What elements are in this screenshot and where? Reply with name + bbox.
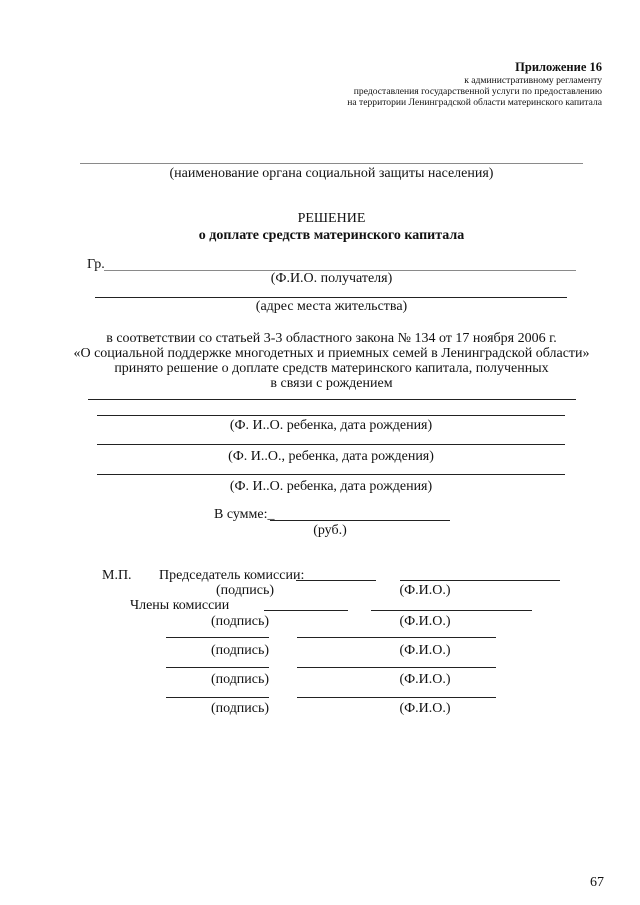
member-4-signature-caption: (подпись) — [210, 701, 270, 716]
body-text-line-1: в соответствии со статьей 3-3 областного закона № 134 от 17 ноября 2006 г. — [106, 331, 557, 346]
member-1-signature-line — [264, 610, 348, 611]
chairman-signature-line — [296, 580, 376, 581]
recipient-name-caption: (Ф.И.О. получателя) — [270, 271, 393, 286]
chairman-label: Председатель комиссии: — [159, 568, 305, 583]
member-3-signature-caption: (подпись) — [210, 672, 270, 687]
child-caption-2: (Ф. И..О., ребенка, дата рождения) — [228, 449, 434, 464]
child-caption-1: (Ф. И..О. ребенка, дата рождения) — [229, 418, 433, 433]
page-number: 67 — [590, 875, 604, 890]
member-3-name-caption: (Ф.И.О.) — [399, 672, 451, 687]
member-1-signature-caption: (подпись) — [210, 614, 270, 629]
header-line-3: на территории Ленинградской области материнского капитала — [347, 97, 602, 108]
member-4-name-line — [297, 697, 496, 698]
member-2-name-caption: (Ф.И.О.) — [399, 643, 451, 658]
body-text-line-4: в связи с рождением — [270, 376, 393, 391]
authority-line — [80, 163, 583, 164]
member-2-signature-caption: (подпись) — [210, 643, 270, 658]
document-subtitle: о доплате средств материнского капитала — [198, 228, 465, 243]
chairman-name-caption: (Ф.И.О.) — [399, 583, 451, 598]
body-text-line-3: принято решение о доплате средств материнского капитала, полученных — [114, 361, 549, 376]
child-line-1 — [97, 415, 565, 416]
members-label: Члены комиссии — [130, 598, 230, 613]
document-title: РЕШЕНИЕ — [297, 211, 366, 226]
address-line — [95, 297, 567, 298]
child-line-3 — [97, 474, 565, 475]
member-1-name-caption: (Ф.И.О.) — [399, 614, 451, 629]
header-line-2: предоставления государственной услуги по предоставлению — [353, 86, 602, 97]
chairman-name-line — [400, 580, 560, 581]
member-4-signature-line — [166, 697, 269, 698]
body-text-line-2: «О социальной поддержке многодетных и приемных семей в Ленинградской области» — [73, 346, 590, 361]
recipient-prefix: Гр. — [87, 257, 105, 272]
chairman-signature-caption: (подпись) — [215, 583, 275, 598]
child-line-2 — [97, 444, 565, 445]
member-3-name-line — [297, 667, 496, 668]
child-line-top — [88, 399, 576, 400]
amount-line — [270, 520, 450, 521]
header-line-1: к административному регламенту — [464, 75, 602, 86]
amount-unit: (руб.) — [313, 523, 347, 538]
member-3-signature-line — [166, 667, 269, 668]
authority-caption: (наименование органа социальной защиты населения) — [169, 166, 494, 181]
member-1-name-line — [371, 610, 532, 611]
amount-label: В сумме:_ — [214, 507, 275, 522]
member-2-name-line — [297, 637, 496, 638]
member-4-name-caption: (Ф.И.О.) — [399, 701, 451, 716]
address-caption: (адрес места жительства) — [255, 299, 408, 314]
member-2-signature-line — [166, 637, 269, 638]
child-caption-3: (Ф. И..О. ребенка, дата рождения) — [229, 479, 433, 494]
stamp-label: М.П. — [102, 568, 132, 583]
appendix-title: Приложение 16 — [515, 60, 602, 74]
